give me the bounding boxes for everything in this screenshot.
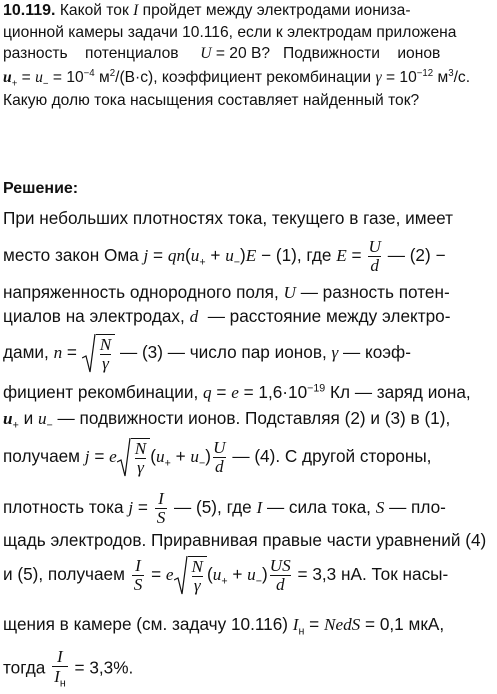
solution-line-1: При небольших плотностях тока, текущего в газе, имеет xyxy=(3,208,454,228)
solution-line-3: напряженность однородного поля, U — разность потен- xyxy=(3,282,450,302)
problem-line-3: разность потенциалов U = 20 В? Подвижности ионов xyxy=(3,45,441,62)
solution-line-9: плотность тока j = $\frac{I}{S}$ — (5), где I — сила тока, S — пло- xyxy=(3,489,446,528)
problem-line-4: $u_+ = u_- = 10^{-4}$ $м^2/(В\cdot с)$, коэффициент рекомбинации $\gamma = 10^{-12}$ $м^3/с$. xyxy=(3,68,471,90)
solution-line-11: и (5), получаем $\frac{I}{S}$ = e $\frac{N}{\gamma}$ $(u_+ + u_-)$ $\frac{US}{d}$ = 3,3 нА. Ток насы- xyxy=(3,556,449,596)
solution-line-4: циалов на электродах, d — расстояние между электро- xyxy=(3,306,451,326)
solution-line-10: щадь электродов. Приравнивая правые части уравнений (4) xyxy=(3,530,487,550)
solution-line-13: тогда $\frac{I}{I_н}$ = 3,3%. xyxy=(3,647,134,690)
problem-line-5: Какую долю тока насыщения составляет найденный ток? xyxy=(3,92,420,109)
solution-line-7: $u_+$ и $u_-$ — подвижности ионов. Подставляя (2) и (3) в (1), xyxy=(3,408,451,432)
problem-line-1: 10.119. Какой ток I пройдет между электродами иониза- xyxy=(3,2,411,19)
solution-line-5: дами, n = $\frac{N}{\gamma}$ — (3) — число пар ионов, γ — коэф- xyxy=(3,335,411,374)
solution-line-2: место закон Ома $j = qn(u_+ + u_-)E - (1)$, где E = $\frac{U}{d}$ — (2) − xyxy=(3,237,446,276)
solution-heading: Решение: xyxy=(3,180,79,197)
solution-line-6: фициент рекомбинации, $q = e = 1,6\cdot 10^{-19}$ Кл — заряд иона, xyxy=(3,382,471,402)
solution-line-8: получаем j = e $\frac{N}{\gamma}$ $(u_+ + u_-)$ $\frac{U}{d}$ — (4). С другой стороны, xyxy=(3,438,432,478)
solution-line-12: щения в камере (см. задачу 10.116) $I_н$ = NedS = 0,1 мкА, xyxy=(3,614,445,638)
problem-line-2: ционной камеры задачи 10.116, если к электродам приложена xyxy=(3,24,457,41)
